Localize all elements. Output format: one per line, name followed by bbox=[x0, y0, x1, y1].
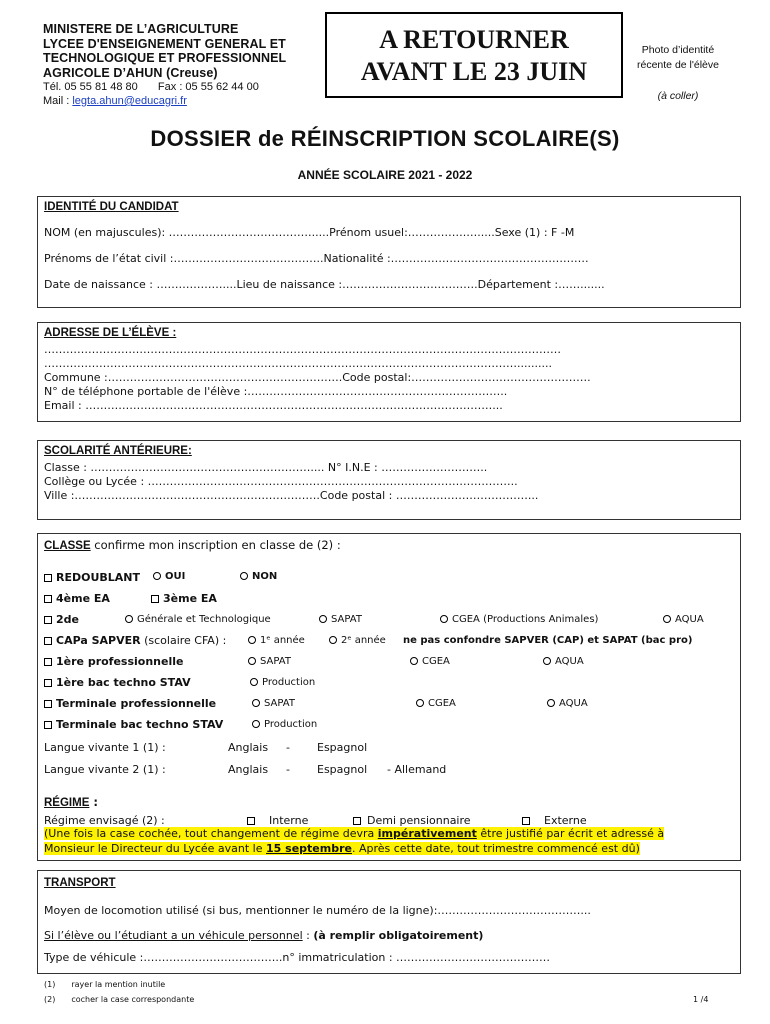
oui-radio[interactable] bbox=[153, 572, 161, 580]
fax-number: Fax : 05 55 62 44 00 bbox=[157, 81, 259, 93]
section-title: RÉGIME bbox=[44, 797, 90, 809]
radio[interactable] bbox=[125, 615, 133, 623]
radio[interactable] bbox=[663, 615, 671, 623]
radio[interactable] bbox=[248, 636, 256, 644]
option-label: Production bbox=[264, 719, 318, 730]
deadline-line: A RETOURNER bbox=[379, 25, 569, 54]
radio[interactable] bbox=[252, 699, 260, 707]
option-label: AQUA bbox=[555, 656, 584, 667]
civil-names-field[interactable]: Prénoms de l’état civil :…………………………………..Nationalité :……………………………………………… bbox=[44, 252, 589, 265]
org-line: MINISTERE DE L’AGRICULTURE bbox=[43, 22, 239, 36]
lv2-label: Langue vivante 2 (1) : bbox=[44, 763, 166, 776]
mail-link[interactable]: legta.ahun@educagri.fr bbox=[72, 95, 187, 107]
regime-checkbox[interactable] bbox=[247, 817, 255, 825]
radio[interactable] bbox=[248, 657, 256, 665]
lv2-separator: - bbox=[286, 763, 290, 776]
option-label: SAPAT bbox=[260, 656, 291, 667]
footnote bbox=[44, 995, 194, 1004]
term-stav-option[interactable] bbox=[252, 719, 317, 730]
lv1-separator: - bbox=[286, 741, 290, 754]
section-title: TRANSPORT bbox=[44, 877, 116, 889]
capa-checkbox[interactable] bbox=[44, 637, 52, 645]
regime-checkbox[interactable] bbox=[353, 817, 361, 825]
oui-option[interactable] bbox=[153, 571, 185, 582]
note-emphasis: 15 septembre bbox=[266, 842, 352, 855]
note-text: (Une fois la case cochée, tout changement de régime devra bbox=[44, 827, 378, 840]
school-field[interactable]: Collège ou Lycée : ……………………………………………………………………………………….. bbox=[44, 475, 518, 488]
org-line: TECHNOLOGIQUE ET PROFESSIONNEL bbox=[43, 51, 287, 65]
contact-mail bbox=[43, 94, 333, 108]
transport-mode-field[interactable]: Moyen de locomotion utilisé (si bus, mentionner le numéro de la ligne):…………………………………... bbox=[44, 904, 591, 917]
seconde-option[interactable] bbox=[319, 614, 362, 625]
seconde-option[interactable] bbox=[440, 614, 598, 625]
phone-field[interactable]: N° de téléphone portable de l'élève :…………………………………………………………….. bbox=[44, 385, 508, 398]
option-label: CGEA (Productions Animales) bbox=[452, 614, 599, 625]
regime-heading bbox=[44, 795, 98, 809]
note-emphasis: impérativement bbox=[377, 827, 477, 840]
redoublant-label: REDOUBLANT bbox=[56, 571, 141, 584]
quatrieme-row[interactable] bbox=[44, 592, 110, 605]
radio[interactable] bbox=[252, 720, 260, 728]
regime-note-line bbox=[44, 842, 640, 855]
term-stav-label: Terminale bac techno STAV bbox=[56, 718, 224, 731]
seconde-row[interactable] bbox=[44, 613, 79, 626]
class-intro bbox=[44, 538, 341, 552]
capa-note: (scolaire CFA) : bbox=[140, 634, 227, 647]
note-text: être justifié par écrit et adressé à bbox=[476, 827, 665, 840]
option-label: SAPAT bbox=[331, 614, 362, 625]
note-text: . Après cette date, tout trimestre commencé est dû) bbox=[351, 842, 640, 855]
term-pro-option[interactable] bbox=[252, 698, 295, 709]
option-label: Externe bbox=[544, 814, 587, 827]
radio[interactable] bbox=[319, 615, 327, 623]
option-label: Demi pensionnaire bbox=[367, 814, 471, 827]
section-title: SCOLARITÉ ANTÉRIEURE: bbox=[44, 445, 192, 457]
premiere-pro-option[interactable] bbox=[543, 656, 584, 667]
regime-checkbox[interactable] bbox=[522, 817, 530, 825]
troisieme-label: 3ème EA bbox=[163, 592, 217, 605]
non-label: NON bbox=[252, 571, 278, 582]
redoublant-row bbox=[44, 571, 140, 584]
premiere-pro-option[interactable] bbox=[410, 656, 450, 667]
capa-label: CAPa SAPVER bbox=[56, 634, 141, 647]
term-pro-label: Terminale professionnelle bbox=[56, 697, 217, 710]
footnote-num: (2) bbox=[44, 995, 56, 1004]
term-stav-row[interactable] bbox=[44, 718, 223, 731]
option-label: AQUA bbox=[675, 614, 704, 625]
regime-option[interactable] bbox=[353, 814, 471, 827]
option-label: Générale et Technologique bbox=[137, 614, 271, 625]
vehicle-note-text: Si l’élève ou l’étudiant a un véhicule personnel bbox=[44, 929, 303, 942]
radio[interactable] bbox=[416, 699, 424, 707]
troisieme-checkbox[interactable] bbox=[151, 595, 159, 603]
seconde-label: 2de bbox=[56, 613, 79, 626]
regime-option[interactable] bbox=[247, 814, 308, 827]
photo-placeholder bbox=[626, 43, 730, 104]
oui-label: OUI bbox=[165, 571, 186, 582]
regime-colon: : bbox=[89, 795, 98, 809]
address-section bbox=[37, 322, 741, 422]
troisieme-row[interactable] bbox=[151, 592, 217, 605]
non-radio[interactable] bbox=[240, 572, 248, 580]
page-number: 1 /4 bbox=[693, 995, 709, 1004]
lv2-option[interactable]: Espagnol bbox=[317, 763, 368, 776]
city-field[interactable]: Ville :………………………………………………………….Code postal : ………………………………... bbox=[44, 489, 539, 502]
previous-schooling-section bbox=[37, 440, 741, 520]
term-pro-checkbox[interactable] bbox=[44, 700, 52, 708]
option-label: 1ᵉ année bbox=[260, 635, 305, 646]
school-header bbox=[43, 22, 333, 108]
lv1-label: Langue vivante 1 (1) : bbox=[44, 741, 166, 754]
premiere-pro-option[interactable] bbox=[248, 656, 291, 667]
org-line: AGRICOLE D’AHUN (Creuse) bbox=[43, 65, 218, 80]
footnote-num: (1) bbox=[44, 980, 56, 989]
option-label: AQUA bbox=[559, 698, 588, 709]
lv1-option[interactable]: Espagnol bbox=[317, 741, 368, 754]
term-pro-option[interactable] bbox=[547, 698, 588, 709]
premiere-pro-checkbox[interactable] bbox=[44, 658, 52, 666]
seconde-option[interactable] bbox=[663, 614, 704, 625]
lv1-option[interactable]: Anglais bbox=[228, 741, 269, 754]
identity-section bbox=[37, 196, 741, 308]
footnote bbox=[44, 980, 165, 989]
note-text: Monsieur le Directeur du Lycée avant le bbox=[44, 842, 267, 855]
seconde-checkbox[interactable] bbox=[44, 616, 52, 624]
capa-warning: ne pas confondre SAPVER (CAP) et SAPAT (bac pro) bbox=[403, 635, 693, 646]
premiere-stav-checkbox[interactable] bbox=[44, 679, 52, 687]
radio[interactable] bbox=[410, 657, 418, 665]
term-stav-checkbox[interactable] bbox=[44, 721, 52, 729]
footnote-text: rayer la mention inutile bbox=[71, 980, 166, 989]
photo-label: Photo d’identité bbox=[641, 44, 715, 56]
photo-label: récente de l'élève bbox=[637, 59, 719, 71]
class-section bbox=[37, 533, 741, 861]
commune-field[interactable]: Commune :……………………………………………………….Code postal:…………………………………………. bbox=[44, 371, 591, 384]
radio[interactable] bbox=[329, 636, 337, 644]
contact-phone-fax bbox=[43, 80, 333, 94]
vehicle-note-sep: : bbox=[302, 929, 314, 942]
option-label: CGEA bbox=[422, 656, 450, 667]
section-title: IDENTITÉ DU CANDIDAT bbox=[44, 201, 179, 213]
regime-note-line bbox=[44, 827, 664, 840]
phone-number: Tél. 05 55 81 48 80 bbox=[43, 81, 138, 93]
term-pro-option[interactable] bbox=[416, 698, 456, 709]
page-title: DOSSIER de RÉINSCRIPTION SCOLAIRE(S) bbox=[150, 126, 620, 151]
photo-note: (à coller) bbox=[657, 90, 699, 102]
section-title: CLASSE bbox=[44, 540, 91, 552]
vehicle-field[interactable]: Type de véhicule :………………………………..n° immatriculation : …………………………………… bbox=[44, 951, 551, 964]
org-line: LYCEE D'ENSEIGNEMENT GENERAL ET bbox=[43, 36, 286, 51]
birth-field[interactable]: Date de naissance : ………………....Lieu de naissance :……………………………….Département :……....... bbox=[44, 278, 605, 291]
radio[interactable] bbox=[543, 657, 551, 665]
transport-section bbox=[37, 870, 741, 974]
mail-label: Mail : bbox=[43, 95, 73, 107]
premiere-pro-row[interactable] bbox=[44, 655, 183, 668]
capa-row[interactable] bbox=[44, 634, 226, 647]
non-option[interactable] bbox=[240, 571, 277, 582]
premiere-stav-label: 1ère bac techno STAV bbox=[56, 676, 191, 689]
class-intro-text: confirme mon inscription en classe de (2) : bbox=[90, 538, 341, 552]
capa-option[interactable] bbox=[248, 635, 305, 646]
address-line[interactable]: …………………………………………………………………………………………………………………………… bbox=[44, 343, 561, 356]
deadline-box bbox=[325, 12, 623, 98]
deadline-line: AVANT LE 23 JUIN bbox=[360, 57, 588, 86]
address-line[interactable]: ………………………………………………………………………………………………………………….......... bbox=[44, 357, 552, 370]
footnote-text: cocher la case correspondante bbox=[71, 995, 195, 1004]
option-label: 2ᵉ année bbox=[341, 635, 386, 646]
vehicle-note-required: (à remplir obligatoirement) bbox=[313, 929, 484, 942]
quatrieme-checkbox[interactable] bbox=[44, 595, 52, 603]
email-field[interactable]: Email : …………………………………………………………………………………………………... bbox=[44, 399, 503, 412]
school-year: ANNÉE SCOLAIRE 2021 - 2022 bbox=[297, 168, 473, 182]
capa-option[interactable] bbox=[329, 635, 386, 646]
radio[interactable] bbox=[250, 678, 258, 686]
name-field[interactable]: NOM (en majuscules): ………………………………….....Prénom usuel:…………….….....Sexe (1) : F -M bbox=[44, 226, 575, 239]
regime-label: Régime envisagé (2) : bbox=[44, 814, 165, 827]
radio[interactable] bbox=[547, 699, 555, 707]
lv2-option[interactable]: - Allemand bbox=[387, 763, 447, 776]
option-label: CGEA bbox=[428, 698, 456, 709]
quatrieme-label: 4ème EA bbox=[56, 592, 110, 605]
redoublant-checkbox[interactable] bbox=[44, 574, 52, 582]
radio[interactable] bbox=[440, 615, 448, 623]
option-label: Production bbox=[262, 677, 316, 688]
option-label: Interne bbox=[269, 814, 309, 827]
lv2-option[interactable]: Anglais bbox=[228, 763, 269, 776]
premiere-pro-label: 1ère professionnelle bbox=[56, 655, 184, 668]
section-title: ADRESSE DE L’ÉLÈVE : bbox=[44, 327, 177, 339]
premiere-stav-option[interactable] bbox=[250, 677, 315, 688]
regime-option[interactable] bbox=[522, 814, 587, 827]
class-field[interactable]: Classe : …………………………………………………….... N° I.N.E : ……………………….. bbox=[44, 461, 488, 474]
seconde-option[interactable] bbox=[125, 614, 271, 625]
term-pro-row[interactable] bbox=[44, 697, 216, 710]
premiere-stav-row[interactable] bbox=[44, 676, 191, 689]
option-label: SAPAT bbox=[264, 698, 295, 709]
vehicle-note bbox=[44, 929, 483, 942]
